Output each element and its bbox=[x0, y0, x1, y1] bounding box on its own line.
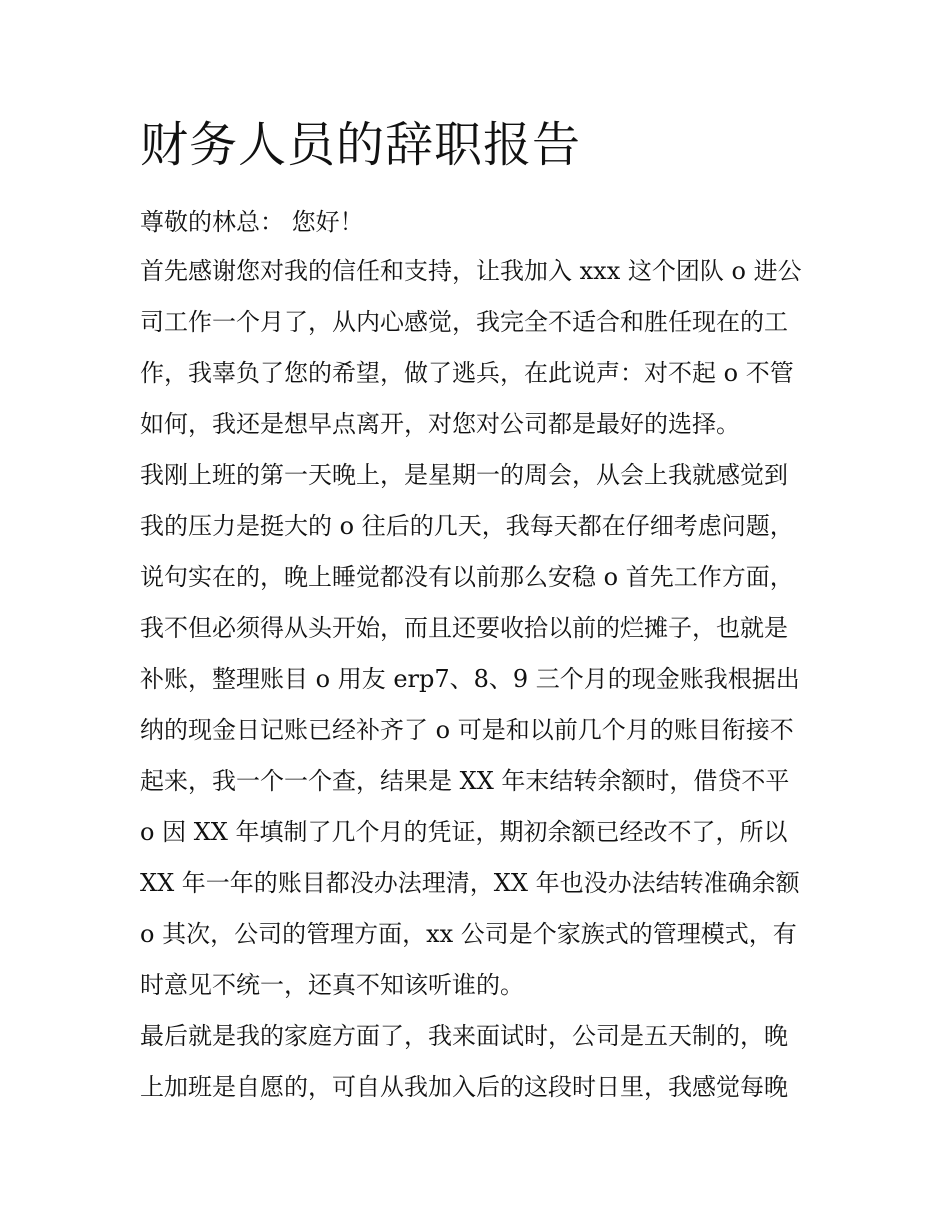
text-line: 起来，我一个一个查，结果是 XX 年末结转余额时，借贷不平 bbox=[140, 767, 790, 795]
text-line: 作，我辜负了您的希望，做了逃兵，在此说声：对不起 o 不管 bbox=[140, 359, 794, 387]
text-line: 我的压力是挺大的 o 往后的几天，我每天都在仔细考虑问题， bbox=[140, 512, 794, 540]
greeting-line: 尊敬的林总： 您好！ bbox=[140, 208, 364, 236]
text-line: 最后就是我的家庭方面了，我来面试时，公司是五天制的，晚 bbox=[140, 1022, 788, 1050]
text-line: o 因 XX 年填制了几个月的凭证，期初余额已经改不了，所以 bbox=[140, 818, 788, 846]
paragraph-family bbox=[140, 1011, 820, 1113]
text-line: 时意见不统一，还真不知该听谁的。 bbox=[140, 971, 524, 999]
text-line: 我刚上班的第一天晚上，是星期一的周会，从会上我就感觉到 bbox=[140, 461, 788, 489]
text-line: XX 年一年的账目都没办法理清，XX 年也没办法结转准确余额 bbox=[140, 869, 800, 897]
text-line: 上加班是自愿的，可自从我加入后的这段时日里，我感觉每晚 bbox=[140, 1073, 788, 1101]
document-title: 财务人员的辞职报告 bbox=[140, 117, 582, 173]
text-line: 纳的现金日记账已经补齐了 o 可是和以前几个月的账目衔接不 bbox=[140, 716, 794, 744]
text-line: 我不但必须得从头开始，而且还要收拾以前的烂摊子，也就是 bbox=[140, 614, 788, 642]
text-line: 如何，我还是想早点离开，对您对公司都是最好的选择。 bbox=[140, 410, 740, 438]
text-line: 说句实在的，晚上睡觉都没有以前那么安稳 o 首先工作方面， bbox=[140, 563, 794, 591]
paragraph-gratitude bbox=[140, 246, 820, 450]
text-line: 补账，整理账目 o 用友 erp7、8、9 三个月的现金账我根据出 bbox=[140, 665, 800, 693]
paragraph-work-issues bbox=[140, 450, 820, 1011]
text-line: o 其次，公司的管理方面，xx 公司是个家族式的管理模式，有 bbox=[140, 920, 797, 948]
text-line: 首先感谢您对我的信任和支持，让我加入 xxx 这个团队 o 进公 bbox=[140, 257, 802, 285]
text-line: 司工作一个月了，从内心感觉，我完全不适合和胜任现在的工 bbox=[140, 308, 788, 336]
